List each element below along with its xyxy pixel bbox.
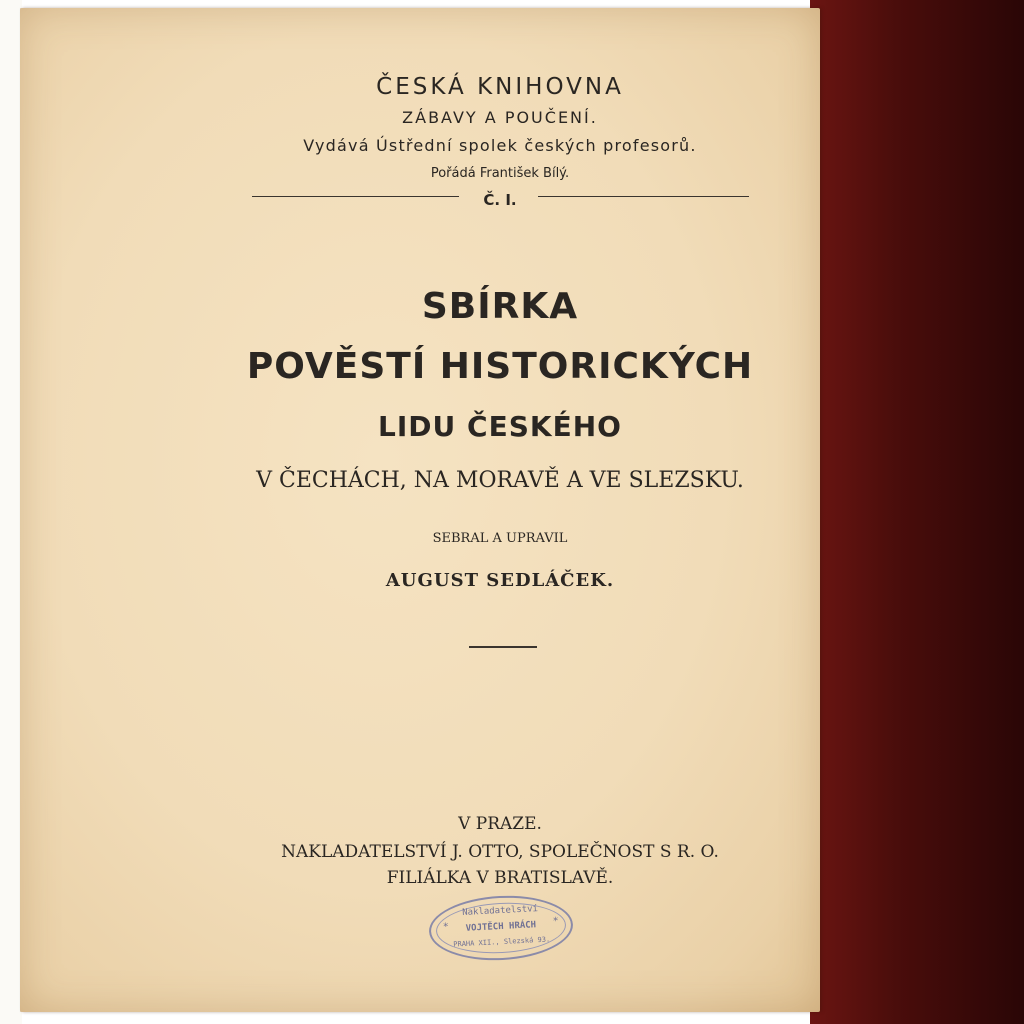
- left-margin: [0, 0, 22, 1024]
- publisher-stamp: [427, 892, 574, 963]
- stamp-line-3: PRAHA XII., Slezská 93.: [453, 935, 551, 949]
- title-line-3: LIDU ČESKÉHO: [378, 410, 622, 443]
- imprint-publisher: NAKLADATELSTVÍ J. OTTO, SPOLEČNOST S R. O.: [281, 842, 719, 862]
- editor-line: Pořádá František Bílý.: [430, 166, 570, 181]
- stamp-star-icon: *: [442, 921, 450, 934]
- divider-rule: [469, 646, 537, 648]
- header-rule-right: [538, 196, 749, 197]
- title-line-2: POVĚSTÍ HISTORICKÝCH: [246, 346, 754, 387]
- author-name: AUGUST SEDLÁČEK.: [385, 570, 615, 591]
- title-line-1: SBÍRKA: [421, 286, 579, 327]
- book-cover: [20, 8, 820, 1012]
- imprint-branch: FILIÁLKA V BRATISLAVĚ.: [386, 868, 614, 888]
- credit-label: SEBRAL A UPRAVIL: [432, 531, 568, 546]
- stamp-line-1: Nakladatelství: [461, 904, 539, 919]
- publisher-line: Vydává Ústřední spolek českých profesorů.: [303, 136, 697, 155]
- stamp-line-2: VOJTĚCH HRÁCH: [465, 920, 537, 934]
- series-subtitle: ZÁBAVY A POUČENÍ.: [402, 108, 598, 127]
- stamp-star-icon: *: [552, 915, 560, 928]
- title-subtitle: V ČECHÁCH, NA MORAVĚ A VE SLEZSKU.: [256, 468, 744, 493]
- imprint-place: V PRAZE.: [458, 814, 542, 834]
- volume-number: Č. I.: [483, 191, 517, 209]
- series-title: ČESKÁ KNIHOVNA: [376, 74, 624, 100]
